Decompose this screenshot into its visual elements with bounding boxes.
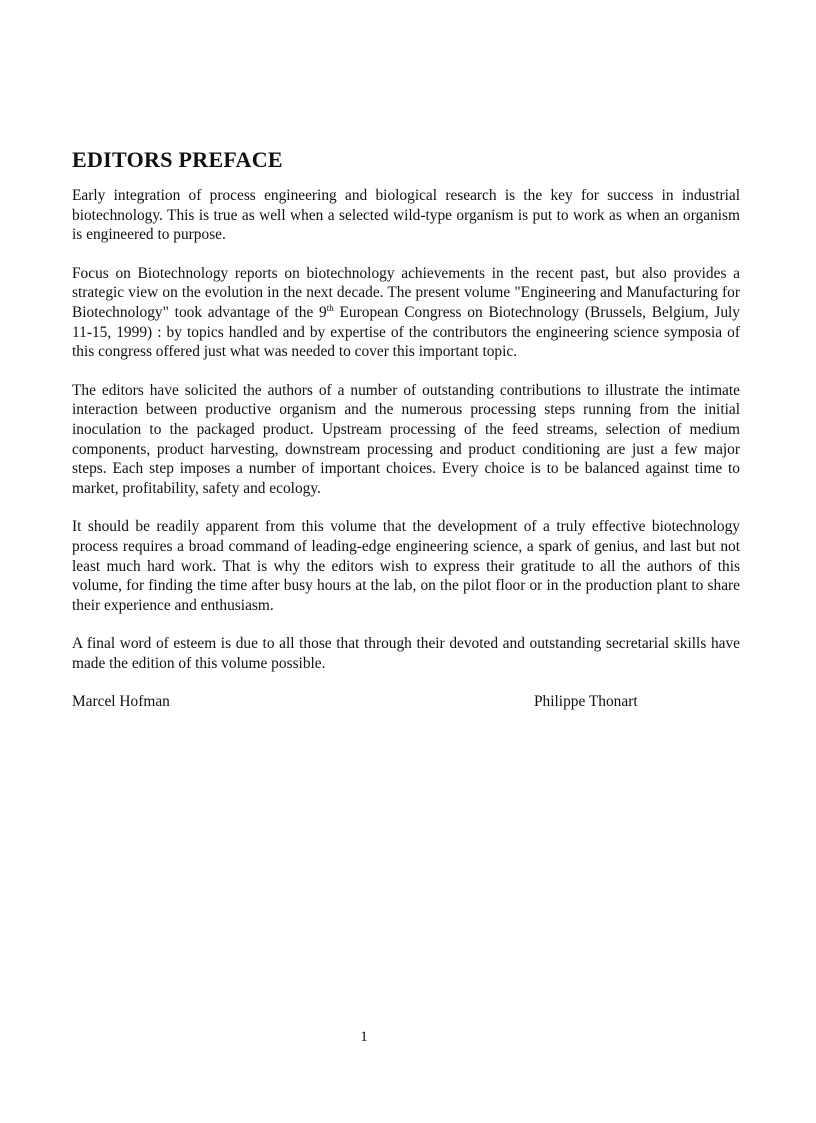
signature-left: Marcel Hofman bbox=[72, 693, 170, 711]
ordinal-superscript: th bbox=[326, 302, 334, 313]
paragraph-gratitude: It should be readily apparent from this volume that the development of a truly effective biotechnology process requires a broad command of leading-edge engineering science, a spark of genius, and last but not least much hard work. That is why the editors wish to express their gratitude to all the authors of this volume, for finding the time after busy hours at the lab, on the pilot floor or in the production plant to share their experience and enthusiasm. bbox=[72, 518, 740, 614]
page-title: EDITORS PREFACE bbox=[72, 147, 283, 172]
signatures bbox=[72, 692, 740, 714]
paragraph-contributions: The editors have solicited the authors of a number of outstanding contributions to illustrate the intimate interaction between productive organism and the numerous processing steps running from the initial inoculation to the packaged product. Upstream processing of the feed streams, selection of medium components, product harvesting, downstream processing and product conditioning are just a few major steps. Each step imposes a number of important choices. Every choice is to be balanced against time to market, profitability, safety and ecology. bbox=[72, 381, 740, 497]
paragraph-intro: Early integration of process engineering and biological research is the key for success in industrial biotechnology. This is true as well when a selected wild-type organism is put to work as when an organism is engineered to purpose. bbox=[72, 187, 740, 244]
preface-page bbox=[72, 147, 740, 714]
paragraph-focus-text-a: Focus on Biotechnology reports on biotechnology achievements in the recent past, but also provides a strategic view on the evolution in the next decade. The present volume "Engineering and Manufacturing for Biotechnology" took advantage of the 9 bbox=[72, 264, 740, 321]
paragraph-focus-text-b: European Congress on Biotechnology (Brussels, Belgium, July 11-15, 1999) : by topics handled and by expertise of the contributors the engineering science symposia of this congress offered just what was needed to cover this important topic. bbox=[72, 303, 740, 361]
signature-right: Philippe Thonart bbox=[534, 693, 638, 711]
page-number: 1 bbox=[360, 1029, 368, 1045]
paragraph-focus bbox=[72, 264, 740, 362]
paragraph-final-word: A final word of esteem is due to all those that through their devoted and outstanding secretarial skills have made the edition of this volume possible. bbox=[72, 635, 740, 672]
